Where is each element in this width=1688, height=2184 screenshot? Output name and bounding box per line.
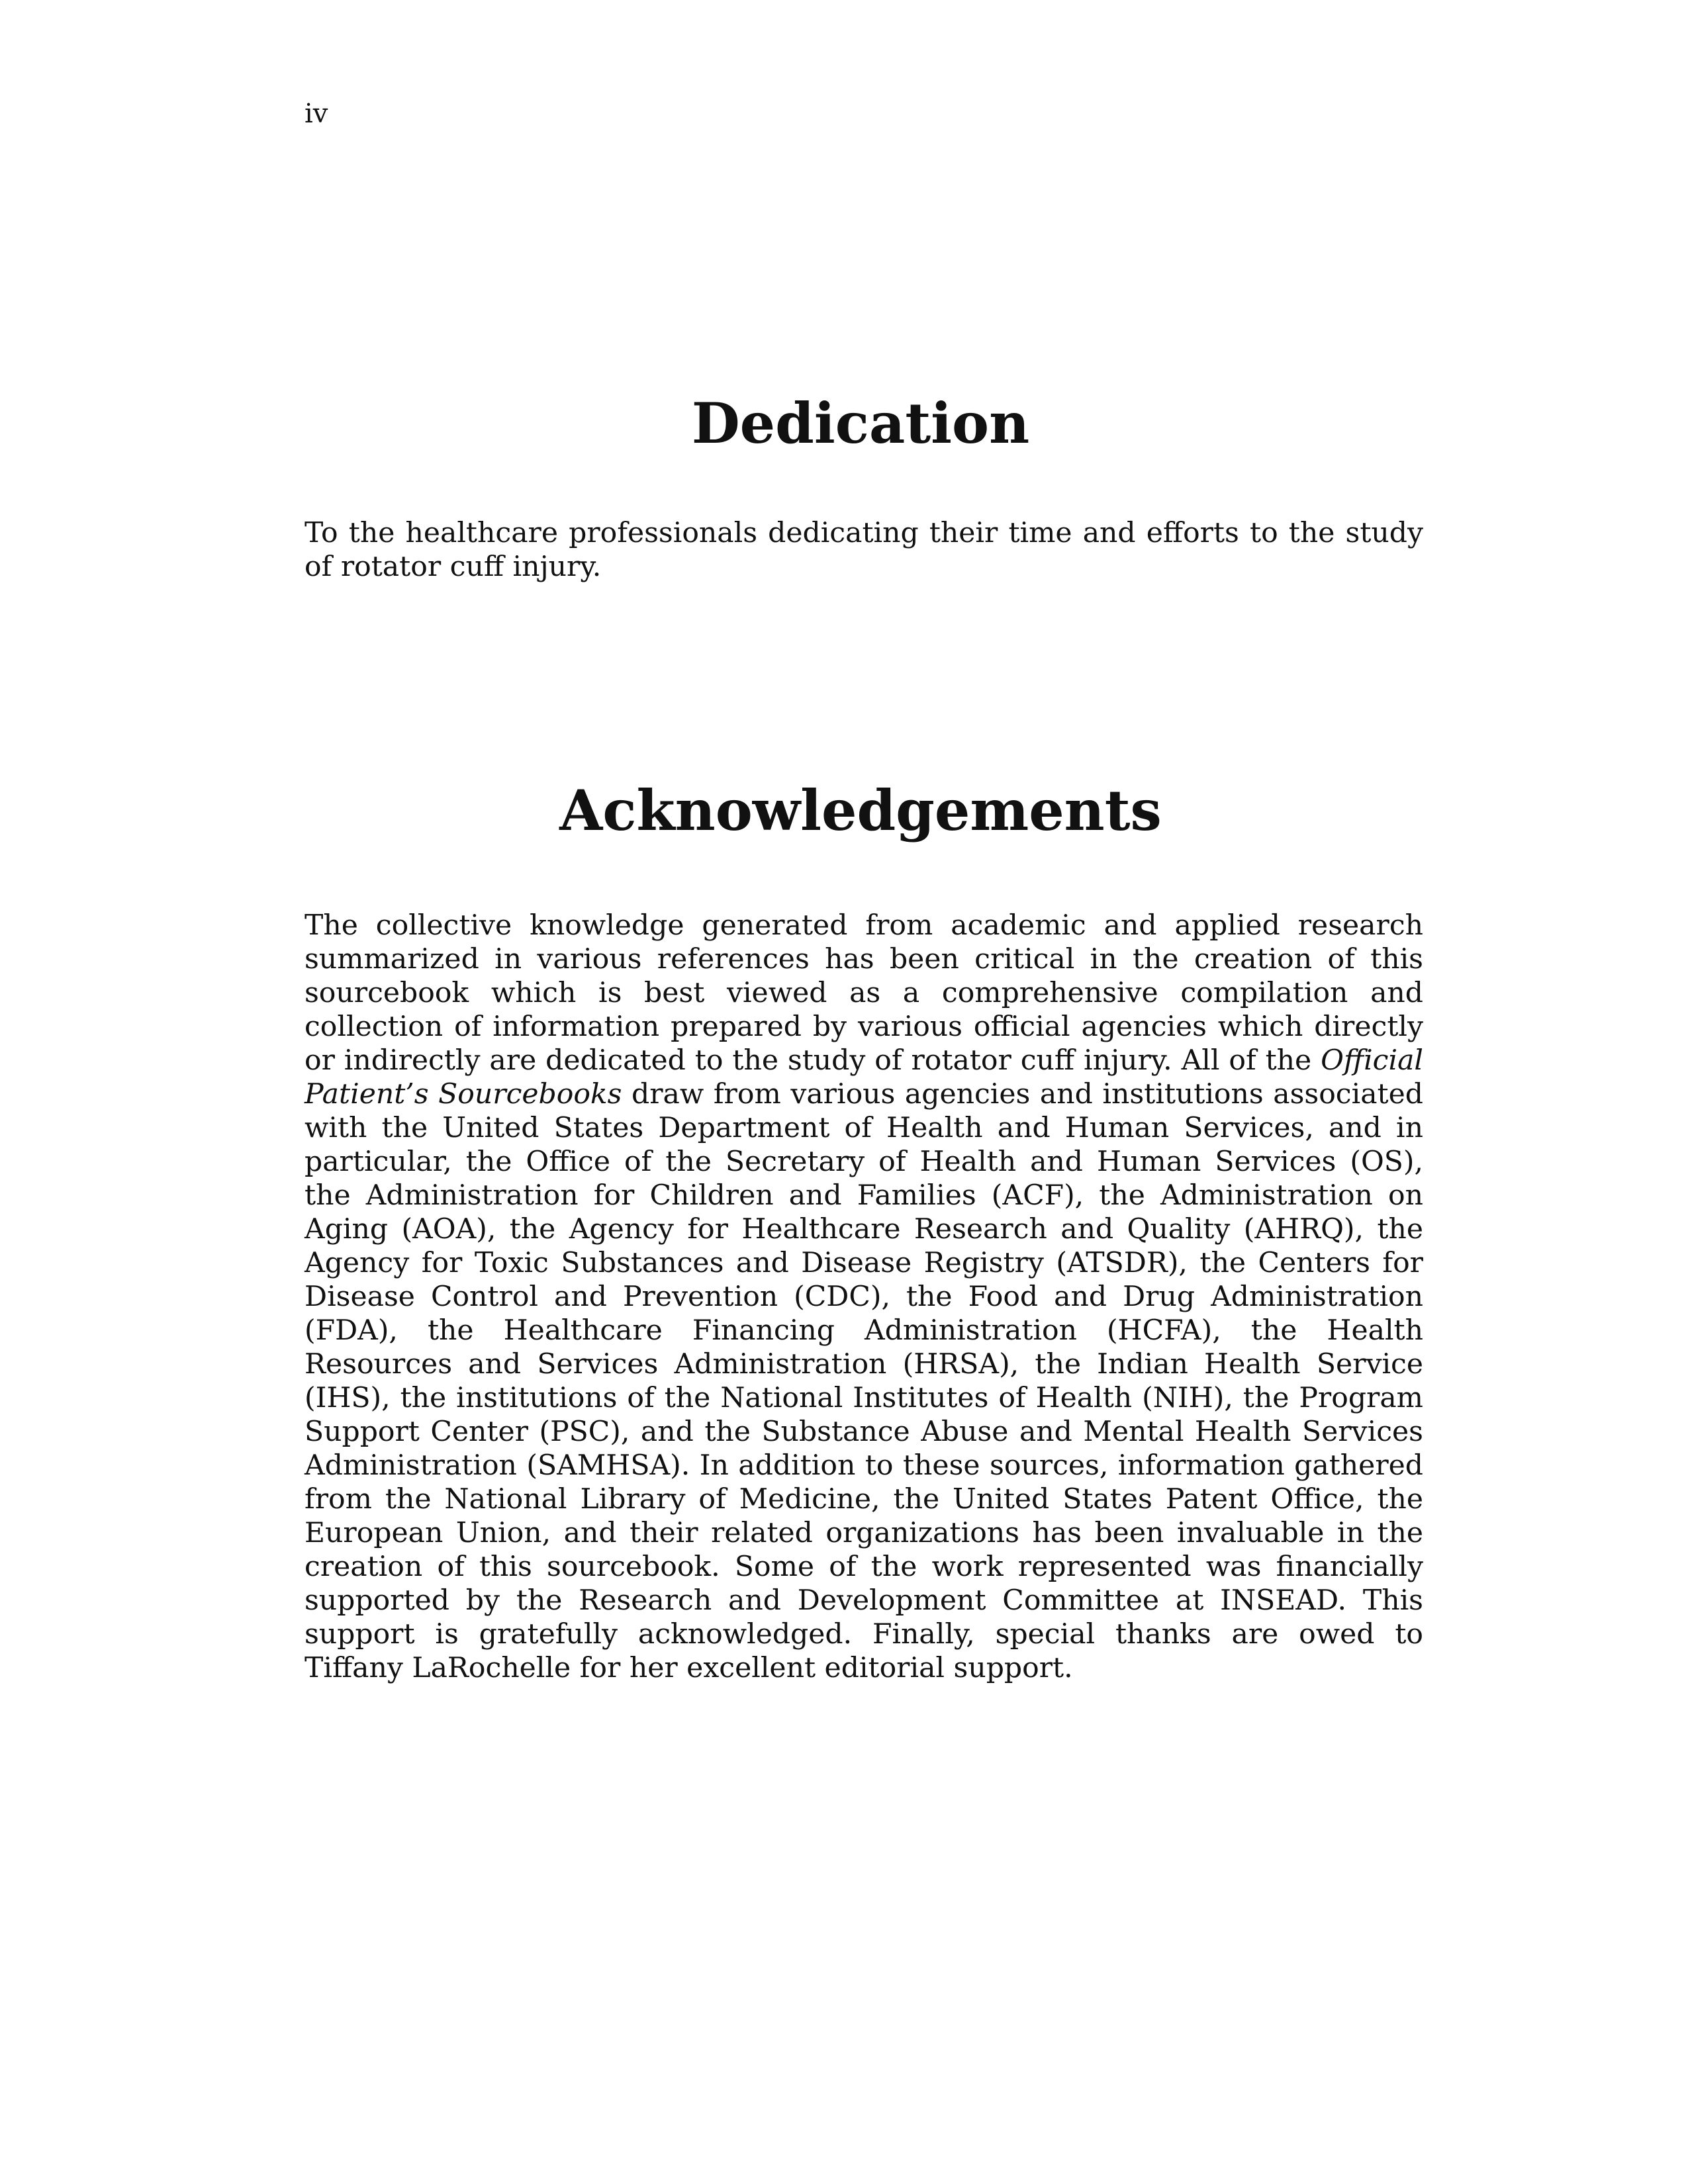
acknowledgements-text-part2: draw from various agencies and institutions associated with the United States Department of Health and Human Services, and in particular, the Office of the Secretary of Health and Human Services (OS), the Administration for Children and Families (ACF), the Administration on Aging (AOA), the Agency for Healthcare Research and Quality (AHRQ), the Agency for Toxic Substances and Disease Registry (ATSDR), the Centers for Disease Control and Prevention (CDC), the Food and Drug Administration (FDA), the Healthcare Financing Administration (HCFA), the Health Resources and Services Administration (HRSA), the Indian Health Service (IHS), the institutions of the National Institutes of Health (NIH), the Program Support Center (PSC), and the Substance Abuse and Mental Health Services Administration (SAMHSA). In addition to these sources, information gathered from the National Library of Medicine, the United States Patent Office, the European Union, and their related organizations has been invaluable in the creation of this sourcebook. Some of the work represented was financially supported by the Research and Development Committee at INSEAD. This support is gratefully acknowledged. Finally, special thanks are owed to Tiffany LaRochelle for her excellent editorial support.	[305, 1078, 1423, 1684]
dedication-paragraph: To the healthcare professionals dedicating their time and efforts to the study of rotator cuff injury.	[305, 517, 1423, 583]
acknowledgements-heading: Acknowledgements	[559, 778, 1162, 843]
dedication-heading: Dedication	[691, 390, 1030, 456]
acknowledgements-text-part1: The collective knowledge generated from academic and applied research summarized in various references has been critical in the creation of this sourcebook which is best viewed as a comprehensive compilation and collection of information prepared by various official agencies which directly or indirectly are dedicated to the study of rotator cuff injury. All of the	[305, 909, 1423, 1077]
sourcebooks-title: Official Patient’s Sourcebooks	[305, 1044, 1423, 1111]
acknowledgements-paragraph	[305, 909, 1423, 1685]
page-number: iv	[305, 99, 328, 129]
